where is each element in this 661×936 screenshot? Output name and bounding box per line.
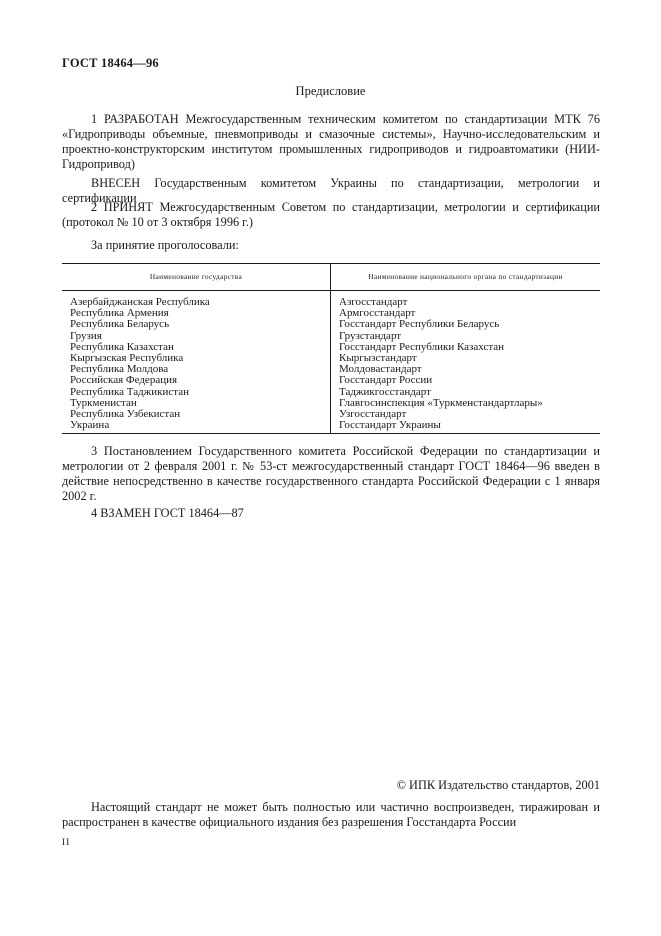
column-header-national-body: Наименование национального органа по стандартизации [331, 264, 601, 291]
cell-state: Грузия [62, 331, 331, 342]
cell-state: Республика Таджикистан [62, 387, 331, 398]
cell-national-body: Госстандарт Республики Беларусь [339, 318, 500, 331]
paragraph-developed: 1 РАЗРАБОТАН Межгосударственным техническим комитетом по стандартизации МТК 76 «Гидроприводы объемные, пневмоприводы и смазочные системы», Научно-исследовательским и проектно-конструкторским институтом промышленных гидроприводов и гидроавтоматики (НИИ-Гидропривод) [62, 112, 600, 171]
section-title: Предисловие [295, 84, 366, 98]
table-header-row [62, 264, 600, 291]
page-number: II [62, 838, 71, 848]
paragraph-adopted: 2 ПРИНЯТ Межгосударственным Советом по стандартизации, метрологии и сертификации (протокол № 10 от 3 октября 1996 г.) [62, 200, 600, 229]
table-row [62, 409, 600, 420]
cell-national-body: Азгосстандарт [339, 296, 408, 308]
cell-national-body: Грузстандарт [339, 329, 402, 342]
cell-national-body: Армгосстандарт [339, 307, 416, 320]
cell-state: Российская Федерация [62, 375, 331, 386]
cell-state: Туркменистан [62, 398, 331, 409]
cell-national-body: Таджикгосстандарт [339, 385, 431, 398]
paragraph-decree: 3 Постановлением Государственного комитета Российской Федерации по стандартизации и метрологии от 2 февраля 2001 г. № 53-ст межгосударственный стандарт ГОСТ 18464—96 введен в действие непосредственно в качестве государственного стандарта Российской Федерации с 1 января 2002 г. [62, 444, 600, 503]
cell-state: Республика Узбекистан [62, 409, 331, 420]
table-row [62, 420, 600, 434]
table-row [62, 319, 600, 330]
table-row [62, 375, 600, 386]
copyright-line: © ИПК Издательство стандартов, 2001 [396, 778, 600, 792]
document-code: ГОСТ 18464—96 [62, 56, 159, 70]
cell-national-body: Госстандарт Республики Казахстан [339, 340, 505, 353]
paragraph-replaces: 4 ВЗАМЕН ГОСТ 18464—87 [91, 506, 244, 520]
paragraph-voted: За принятие проголосовали: [91, 238, 239, 252]
cell-national-body: Кыргызстандарт [339, 352, 417, 365]
table-row [62, 291, 600, 309]
cell-national-body: Молдовастандарт [339, 363, 422, 376]
cell-state: Азербайджанская Республика [62, 291, 331, 309]
cell-state: Республика Армения [62, 308, 331, 319]
cell-national-body: Госстандарт России [339, 374, 433, 387]
cell-state: Республика Казахстан [62, 342, 331, 353]
cell-national-body: Узгосстандарт [339, 408, 407, 421]
cell-state: Украина [62, 420, 331, 434]
cell-national-body: Главгосинспекция «Туркменстандартлары» [339, 396, 543, 409]
column-header-state: Наименование государства [62, 264, 331, 291]
voting-states-table [62, 263, 600, 434]
cell-state: Кыргызская Республика [62, 353, 331, 364]
cell-state: Республика Молдова [62, 364, 331, 375]
paragraph-introduced: ВНЕСЕН Государственным комитетом Украины по стандартизации, метрологии и сертификации [62, 176, 600, 205]
cell-state: Республика Беларусь [62, 319, 331, 330]
cell-national-body: Госстандарт Украины [331, 420, 601, 434]
reproduction-notice: Настоящий стандарт не может быть полностью или частично воспроизведен, тиражирован и распространен в качестве официального издания без разрешения Госстандарта России [62, 800, 600, 829]
